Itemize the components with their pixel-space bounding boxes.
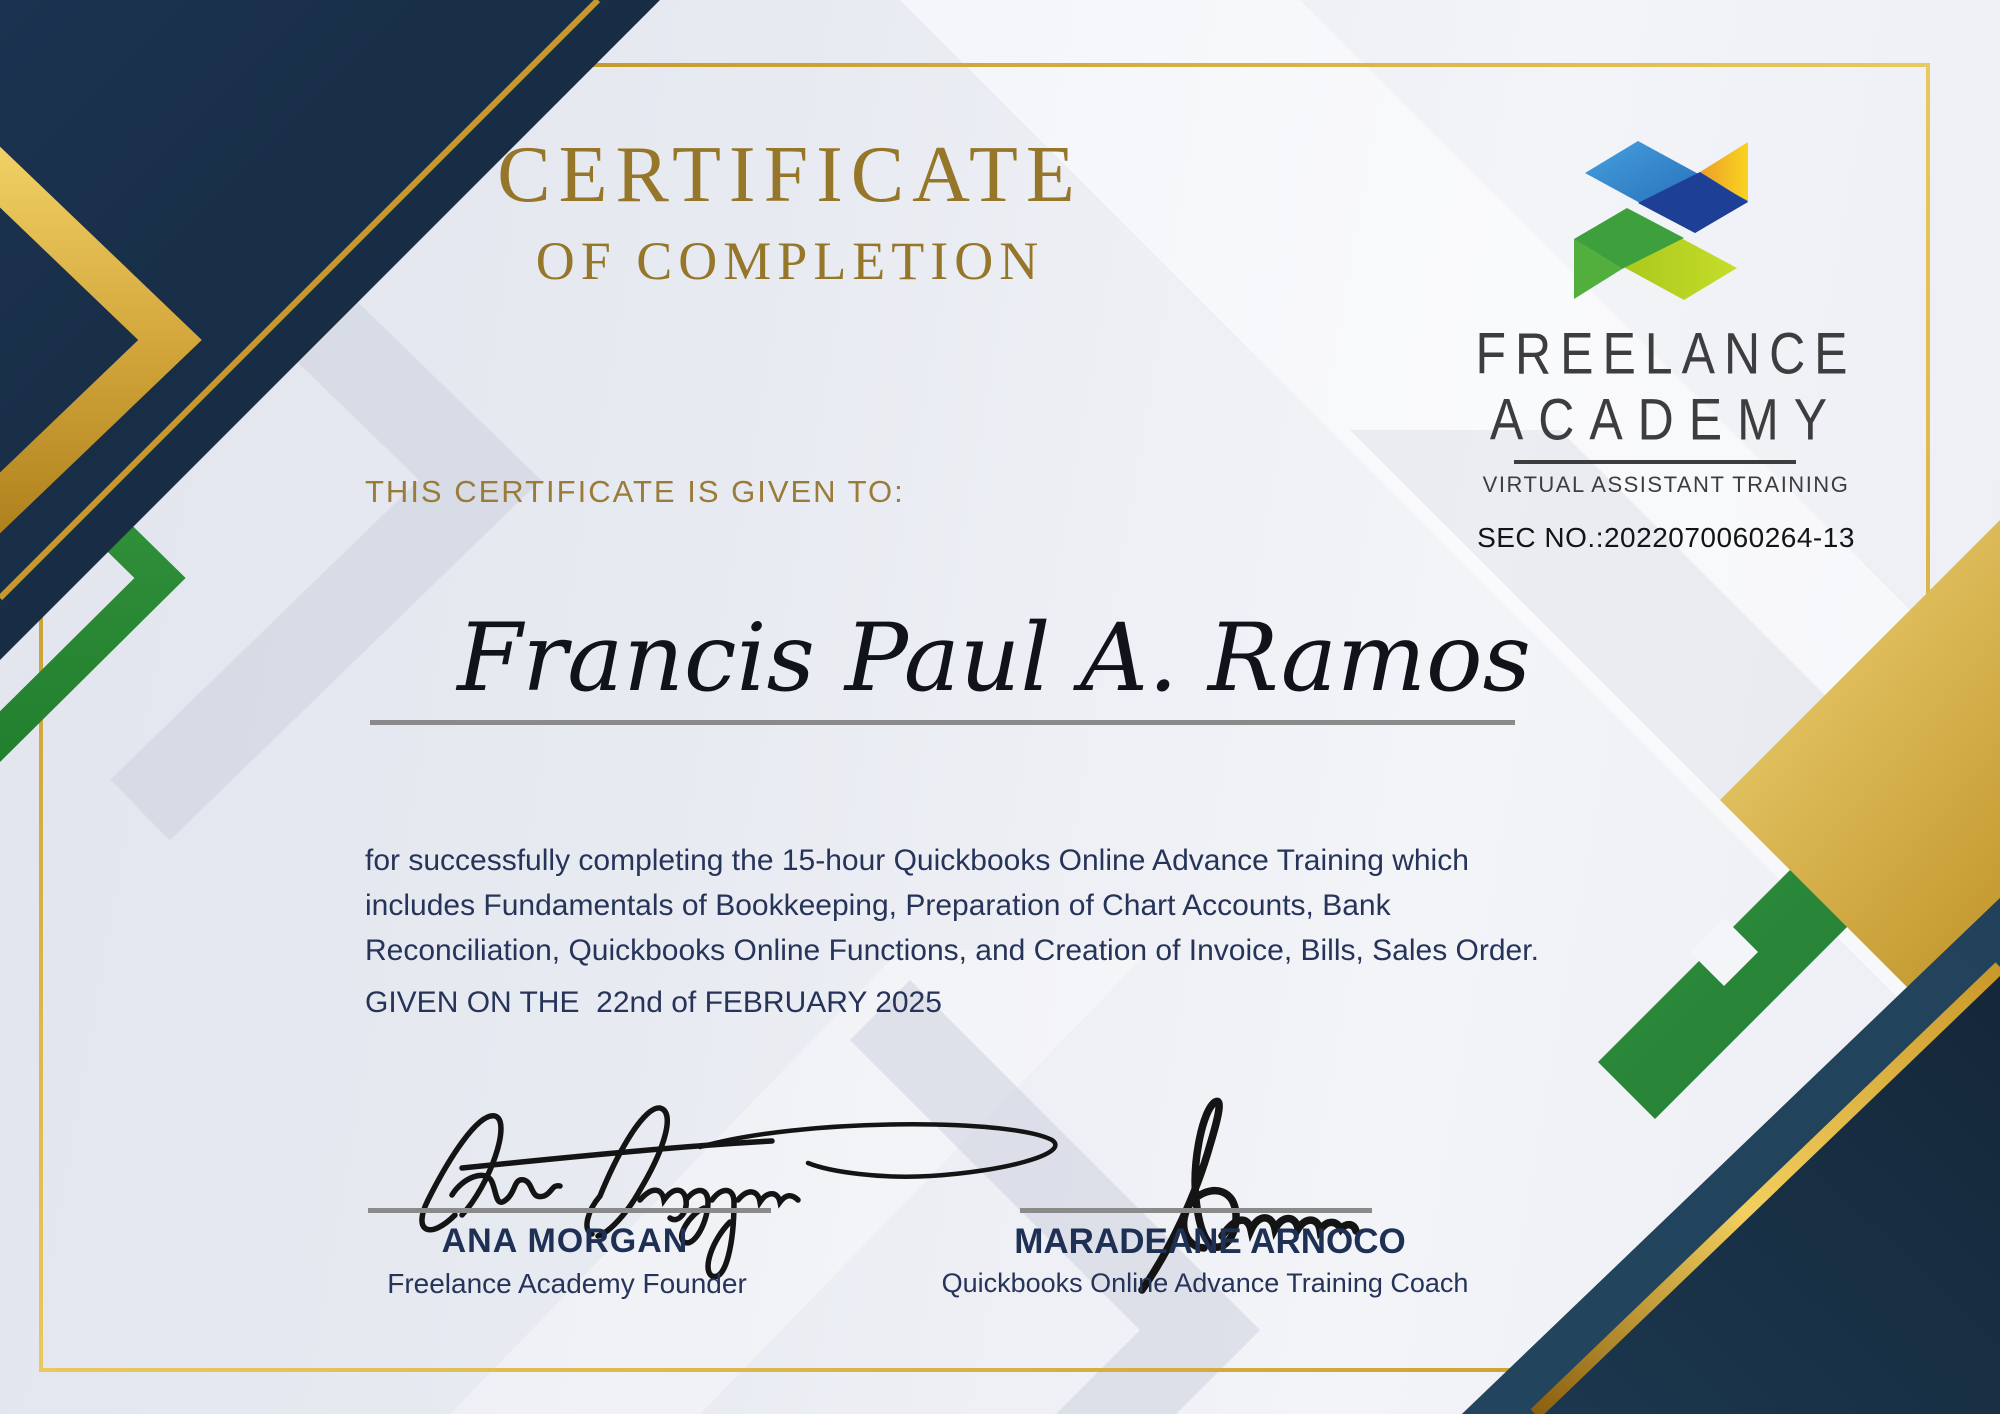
signature-line-founder	[368, 1208, 771, 1213]
signature-line-coach	[1020, 1208, 1372, 1213]
org-name-line2: ACADEMY	[1489, 387, 1843, 453]
recipient-name: Francis Paul A. Ramos	[457, 604, 1531, 713]
body-line: for successfully completing the 15-hour Quickbooks Online Advance Training which	[365, 844, 1469, 877]
certificate-title: CERTIFICATE	[497, 131, 1083, 219]
signatory-role-coach: Quickbooks Online Advance Training Coach	[941, 1268, 1469, 1298]
certificate-subtitle: OF COMPLETION	[535, 231, 1045, 291]
org-tagline: VIRTUAL ASSISTANT TRAINING	[1482, 472, 1850, 497]
signatory-role-founder: Freelance Academy Founder	[387, 1268, 747, 1299]
date-line: GIVEN ON THE 22nd of FEBRUARY 2025	[365, 986, 942, 1019]
org-sec-number: SEC NO.:2022070060264-13	[1477, 522, 1855, 553]
body-line: includes Fundamentals of Bookkeeping, Preparation of Chart Accounts, Bank	[365, 889, 1391, 922]
org-name-line1: FREELANCE	[1475, 321, 1857, 387]
body-line: Reconciliation, Quickbooks Online Functions, and Creation of Invoice, Bills, Sales Order.	[365, 934, 1539, 967]
signatory-name-coach: MARADEANE ARNOCO	[1014, 1222, 1406, 1261]
given-to-label: THIS CERTIFICATE IS GIVEN TO:	[365, 474, 905, 509]
signatory-name-founder: ANA MORGAN	[441, 1222, 689, 1260]
